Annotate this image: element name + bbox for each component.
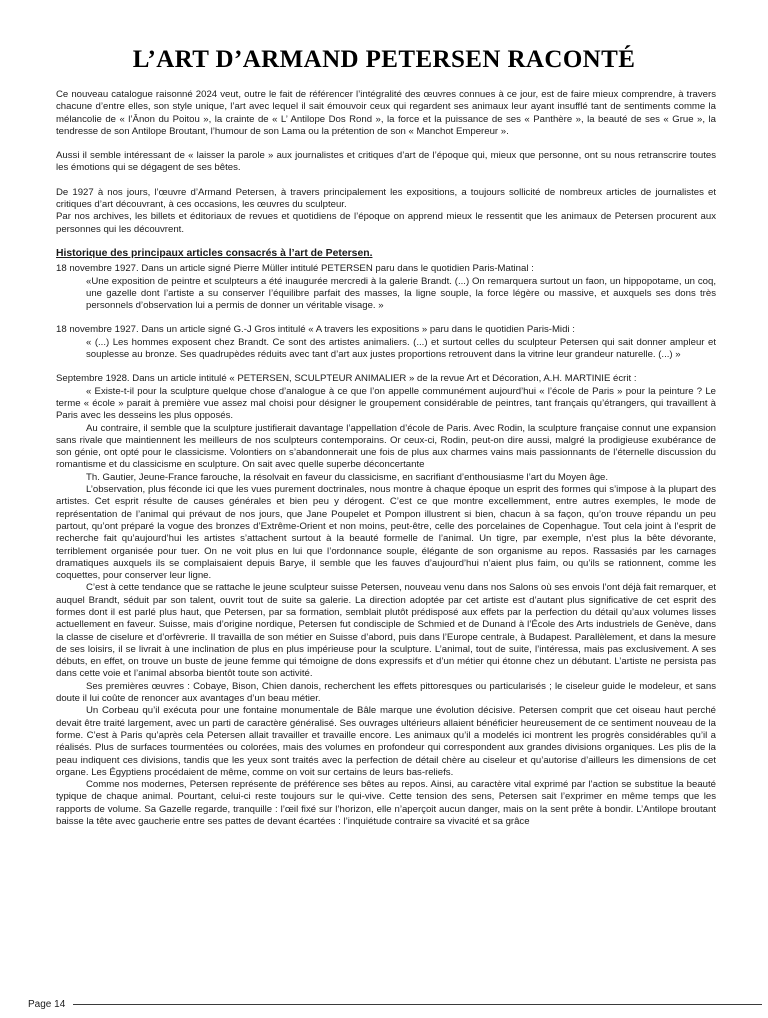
section-heading: Historique des principaux articles consacrés à l’art de Petersen. xyxy=(56,247,373,259)
quote-paragraph: «Une exposition de peintre et sculpteurs a été inaugurée mercredi à la galerie Brandt. (...) On remarquera surtout un faon, un hippopotame, un coq, une gazelle dont l’artiste a su conserver l’équilibre parfait des masses, la ligne souple, la force légère ou massive, et auxquels ses dons très personnels d’observation lui a permis de donner un véritable visage. » xyxy=(86,275,716,312)
article-intro: Septembre 1928. Dans un article intitulé « PETERSEN, SCULPTEUR ANIMALIER » de la revue Art et Décoration, A.H. MARTINIE écrit : xyxy=(56,373,637,385)
quote-paragraph: « (...) Les hommes exposent chez Brandt. Ce sont des artistes animaliers. (...) et surtout celles du sculpteur Petersen qui sait donner ampleur et souplesse au bronze. Ses quadrupèdes réduits avec tant d’art aux justes proportions retrouvent dans la vitrine leur grandeur naturelle. (...) » xyxy=(86,336,716,361)
quote-paragraph: L’observation, plus féconde ici que les vues purement doctrinales, nous montre à chaque époque un esprit des formes qui s’impose à la plupart des artistes. Cet esprit résulte de causes générales et bien peu y dérogent. C’est ce que montre excellemment, entre autres exemples, le mode de représentation de l’animal qui prévaut de nos jours, que Jane Poupelet et Pompon illustrent si bien, chacun à sa façon, qu’on trouve répandu un peu partout, qu’ont préparé la vogue des bronzes d’Extrême-Orient et non moins, peut-être, celle des porcelaines de Copenhague. Tout cela joint à l’esprit de recherche fait qu’aujourd’hui les artistes s’attachent surtout à la beauté formelle de l’animal. Un tigre, par exemple, n’est plus la bête dévorante, terriblement organisée pour tuer. On ne voit plus en lui que l’ordonnance souple, élégante de son organisme au repos. Rassasiés par les carnages dramatiques auxquels ils se complaisaient depuis Barye, il semble que les fauves d’aujourd’hui n’aient plus faim, ou qu’ils se rationnent, comme les coquettes, pour conserver leur ligne. xyxy=(56,484,716,582)
quote-paragraph: Ses premières œuvres : Cobaye, Bison, Chien danois, recherchent les effets pittoresques ou particularisés ; le ciseleur guide le modeleur, et sans doute il lui coûte de renoncer aux avantages d’un beau métier. xyxy=(56,680,716,705)
article-intro: 18 novembre 1927. Dans un article signé G.-J Gros intitulé « A travers les expositions » paru dans le quotidien Paris-Midi : xyxy=(56,324,575,336)
page-title: L’ART D’ARMAND PETERSEN RACONTÉ xyxy=(132,46,636,73)
document-content xyxy=(56,89,716,828)
page-number: Page 14 xyxy=(28,999,66,1010)
paragraph: Par nos archives, les billets et éditoriaux de revues et quotidiens de l’époque on apprend mieux le ressentit que les animaux de Petersen procurent aux personnes qui les découvrent. xyxy=(56,211,716,235)
quote-paragraph: Un Corbeau qu’il exécuta pour une fontaine monumentale de Bâle marque une évolution décisive. Petersen comprit que cet oiseau haut perché devait être traité largement, avec un parti de caractère généralisé. Ses ouvrages ultérieurs allaient bénéficier heureusement de ce sentiment nouveau de la forme. C’est à Paris qu’après cela Petersen allait travailler et travaille encore. Les animaux qu’il a modelés ici montrent les progrès considérables qu’il a réalisés. Plus de surfaces tourmentées ou colorées, mais des volumes en profondeur qui correspondent aux grandes divisions organiques. Les plis de la peau indiquent ces divisions, tandis que les yeux sont traités avec la perfection de détail chère au ciseleur et qu’autorise d’ailleurs les dimensions de cet organe. Les Égyptiens procédaient de même, comme on voit sur certains de leurs bas-reliefs. xyxy=(56,705,716,778)
paragraph: De 1927 à nos jours, l’œuvre d’Armand Petersen, à travers principalement les expositions, a toujours sollicité de nombreux articles de journalistes et critiques d’art découvrant, à ces occasions, les œuvres du sculpteur. xyxy=(56,186,716,211)
paragraph: Aussi il semble intéressant de « laisser la parole » aux journalistes et critiques d’art de l’époque qui, mieux que personne, ont su nous retranscrire toutes les émotions qui se dégagent de ses bêtes. xyxy=(56,150,716,174)
quote-paragraph: C’est à cette tendance que se rattache le jeune sculpteur suisse Petersen, nouveau venu dans nos Salons où ses envois l’ont déjà fait remarquer, et auquel Brandt, séduit par son talent, ouvrit tout de suite sa galerie. La direction adoptée par cet artiste est d’autant plus significative de cet esprit des formes dont il est parlé plus haut, que Petersen, par sa formation, semblait plutôt prédisposé aux effets par la perfection du détail qu’aux volumes lisses actuellement en faveur. Suisse, mais d’origine nordique, Petersen fut condisciple de Schmied et de Dunand à l’École des Arts industriels de Genève, dans la classe de ciselure et d’orfèvrerie. Il travailla de son métier en Suisse d’abord, puis dans l’Europe centrale, à Budapest. Parallèlement, et dans la mesure de ses loisirs, il se livrait à une inclination de plus en plus impérieuse pour la sculpture. L’animal, tout de suite, l’intéressa, mais pas exclusivement. A ses débuts, en effet, on trouve un buste de jeune femme qui témoigne de dons expressifs et d’un métier qui étonne chez un débutant. L’artiste ne persista pas dans cette voie et l’animal absorba bientôt toute son activité. xyxy=(56,582,716,680)
paragraph: Ce nouveau catalogue raisonné 2024 veut, outre le fait de référencer l’intégralité des œuvres connues à ce jour, est de faire mieux comprendre, à travers chacune d’entre elles, son style unique, l’art avec lequel il sait émouvoir ceux qui regardent ses animaux leur ayant insufflé tant de sentiments comme la mélancolie de « l’Ânon du Poitou », la crainte de « L’ Antilope Dos Rond », la force et la puissance de ses « Panthère », la beauté de ses « Grue », la tendresse de son Antilope Broutant, l’humour de son Lama ou la prétention de son « Manchot Empereur ». xyxy=(56,89,716,137)
page-footer xyxy=(28,999,762,1010)
article-intro: 18 novembre 1927. Dans un article signé Pierre Müller intitulé PETERSEN paru dans le quotidien Paris-Matinal : xyxy=(56,263,534,275)
quote-paragraph: « Existe-t-il pour la sculpture quelque chose d’analogue à ce que l’on appelle communément aujourd’hui « l’école de Paris » pour la peinture ? Le terme « école » parait à première vue assez mal choisi pour désigner le groupement considérable de peintres, tant français qu’étrangers, qui travaillent à Paris avec les desseins les plus opposés. xyxy=(56,385,716,422)
footer-rule xyxy=(73,1004,762,1005)
quote-paragraph: Th. Gautier, Jeune-France farouche, la résolvait en faveur du classicisme, en sacrifiant d’enthousiasme l’art du Moyen âge. xyxy=(86,471,609,483)
quote-paragraph: Au contraire, il semble que la sculpture justifierait davantage l’appellation d’école de Paris. Avec Rodin, la sculpture française connut une expansion sans rivale que maintiennent les meilleurs de nos sculpteurs contemporains. Or ceux-ci, Rodin, peut-on dire aussi, malgré la prodigieuse exubérance de son génie, ont opté pour le classicisme. Volontiers on s’abandonnerait une fois de plus aux charmes vains mais passionnants de l’éternelle discussion du romantisme et du classicisme en sculpture. On sait avec quelle superbe déconcertante xyxy=(56,422,716,471)
quote-paragraph: Comme nos modernes, Petersen représente de préférence ses bêtes au repos. Ainsi, au caractère vital exprimé par l’action se substitue la beauté typique de chaque animal. Pourtant, celui-ci reste toujours sur le qui-vive. Cette tension des sens, Petersen sait l’exprimer en même temps que les rapports de volume. Sa Gazelle regarde, tranquille : l’œil fixé sur l’horizon, elle n’aperçoit aucun danger, mais on la sent prête à bondir. L’Antilope broutant baisse la tête avec gaucherie entre ses pattes de devant écartées : l’inquiétude contraire sa vivacité et sa grâce xyxy=(56,779,716,828)
